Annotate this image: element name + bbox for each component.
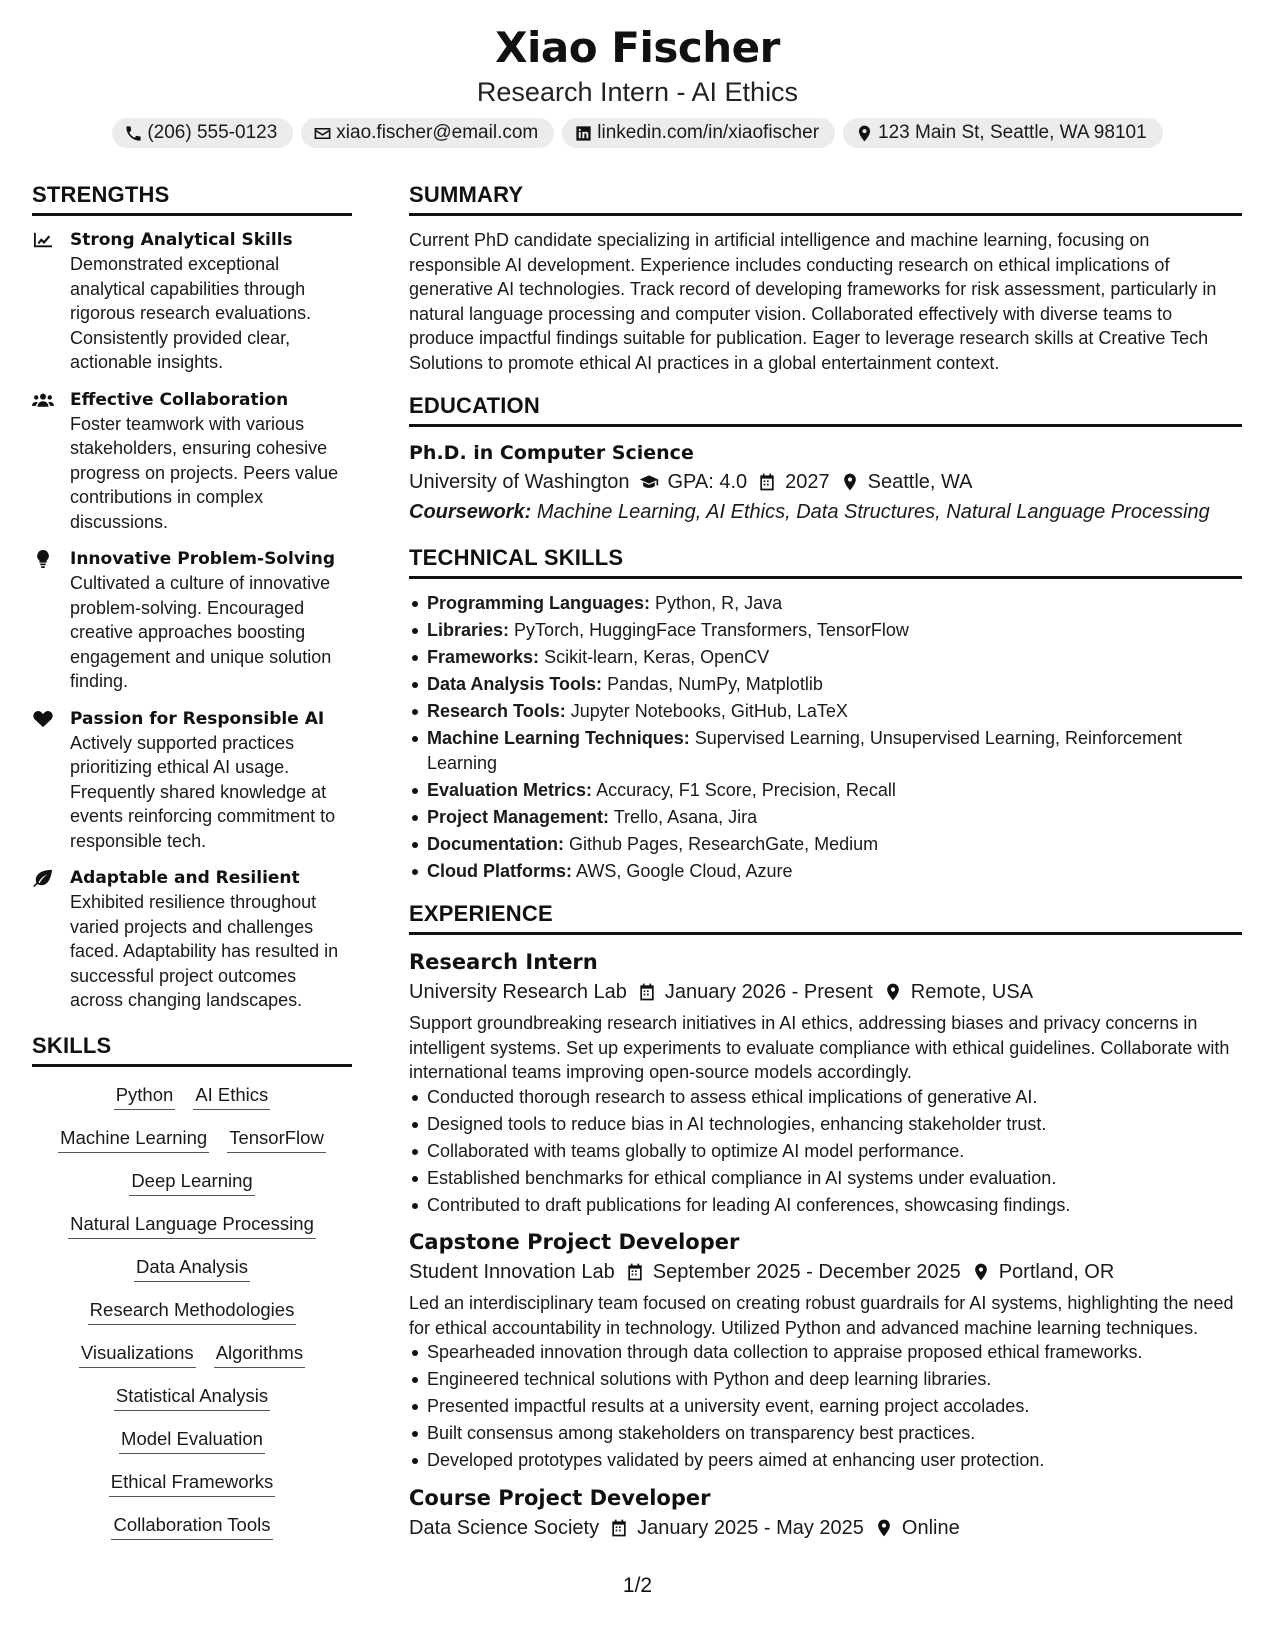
- skill-tag: TensorFlow: [227, 1126, 326, 1153]
- contact-address: [843, 118, 1163, 148]
- strength-description: Exhibited resilience throughout varied projects and challenges faced. Adaptability has resulted in successful project outcomes across changing landscapes.: [70, 892, 339, 1010]
- coursework-list: Machine Learning, AI Ethics, Data Structures, Natural Language Processing: [536, 501, 1210, 523]
- list-item: Presented impactful results at a university event, earning project accolades.: [409, 1394, 1242, 1419]
- list-item: Libraries: PyTorch, HuggingFace Transformers, TensorFlow: [409, 618, 1242, 643]
- skills-list: [32, 1079, 352, 1540]
- education-heading: EDUCATION: [409, 393, 1242, 427]
- job-meta: [409, 1257, 1242, 1287]
- skill-tag: Natural Language Processing: [68, 1212, 316, 1239]
- skill-tag: Algorithms: [214, 1341, 305, 1368]
- job-title: Research Intern: [409, 950, 598, 974]
- job-meta: [409, 1513, 1242, 1543]
- list-item: Engineered technical solutions with Python and deep learning libraries.: [409, 1367, 1242, 1392]
- job-description: Led an interdisciplinary team focused on creating robust guardrails for AI systems, highlighting the need for ethical accountability in technology. Utilized Python and advanced machine learning techniques.: [409, 1293, 1234, 1338]
- contact-phone[interactable]: [112, 118, 293, 148]
- job-entry: [409, 947, 1242, 1217]
- technical-skills-heading: TECHNICAL SKILLS: [409, 545, 1242, 579]
- list-item: Machine Learning Techniques: Supervised Learning, Unsupervised Learning, Reinforcement Learning: [409, 726, 1242, 775]
- job-location: Remote, USA: [910, 981, 1034, 1003]
- job-org: Student Innovation Lab: [409, 1261, 615, 1283]
- skill-tag: Ethical Frameworks: [109, 1470, 275, 1497]
- skill-tag: Collaboration Tools: [111, 1513, 272, 1540]
- list-item: Established benchmarks for ethical compliance in AI systems under evaluation.: [409, 1166, 1242, 1191]
- right-column: [409, 182, 1242, 1553]
- contact-phone-text: (206) 555-0123: [147, 122, 278, 143]
- strength-description: Actively supported practices prioritizing ethical AI usage. Frequently shared knowledge at events reinforcing commitment to responsible tech.: [70, 732, 336, 851]
- left-column: [32, 182, 352, 1556]
- list-item: Spearheaded innovation through data collection to appraise proposed ethical frameworks.: [409, 1340, 1242, 1365]
- skill-tag: AI Ethics: [193, 1083, 270, 1110]
- list-item: Contributed to draft publications for leading AI conferences, showcasing findings.: [409, 1193, 1242, 1218]
- list-item: Designed tools to reduce bias in AI technologies, enhancing stakeholder trust.: [409, 1112, 1242, 1137]
- job-location: Portland, OR: [998, 1261, 1115, 1283]
- list-item: Cloud Platforms: AWS, Google Cloud, Azure: [409, 859, 1242, 884]
- strength-item: [32, 547, 352, 694]
- education-gpa: GPA: 4.0: [667, 471, 748, 493]
- heart-icon: [32, 710, 54, 728]
- job-entry: [409, 1483, 1242, 1543]
- skills-heading: SKILLS: [32, 1033, 352, 1067]
- strength-description: Foster teamwork with various stakeholders, ensuring cohesive progress on projects. Peers value contributions in complex discussions.: [70, 413, 339, 532]
- envelope-icon: [313, 124, 332, 143]
- calendar-icon: [609, 1518, 629, 1538]
- calendar-icon: [757, 472, 777, 492]
- education-coursework: [409, 497, 1242, 527]
- job-title: Course Project Developer: [409, 1485, 711, 1510]
- list-item: Conducted thorough research to assess ethical implications of generative AI.: [409, 1085, 1242, 1110]
- education-degree: Ph.D. in Computer Science: [409, 442, 694, 464]
- education-school: University of Washington: [409, 471, 630, 493]
- job-bullets: [409, 1085, 1242, 1218]
- list-item: Project Management: Trello, Asana, Jira: [409, 805, 1242, 830]
- strength-item: [32, 388, 352, 535]
- skill-tag: Model Evaluation: [119, 1427, 265, 1454]
- skill-tag: Research Methodologies: [88, 1298, 297, 1325]
- technical-skills-list: [409, 591, 1242, 883]
- skill-tag: Deep Learning: [129, 1169, 254, 1196]
- users-icon: [32, 391, 54, 409]
- job-meta: [409, 977, 1242, 1007]
- location-pin-icon: [883, 982, 903, 1002]
- strength-description: Cultivated a culture of innovative problem-solving. Encouraged creative approaches boosting engagement and unique solution finding.: [70, 573, 332, 691]
- leaf-icon: [32, 869, 54, 887]
- strength-title: Adaptable and Resilient: [70, 868, 300, 888]
- job-description: Support groundbreaking research initiatives in AI ethics, addressing biases and privacy concerns in intelligent systems. Set up experiments to evaluate compliance with ethical guidelines. Collaborate with international teams improving open-source models accordingly.: [409, 1013, 1230, 1082]
- calendar-icon: [625, 1262, 645, 1282]
- job-dates: January 2025 - May 2025: [637, 1516, 864, 1539]
- skill-tag: Data Analysis: [134, 1255, 250, 1282]
- list-item: Evaluation Metrics: Accuracy, F1 Score, Precision, Recall: [409, 778, 1242, 803]
- education-location: Seattle, WA: [867, 471, 973, 493]
- list-item: Documentation: Github Pages, ResearchGate, Medium: [409, 832, 1242, 857]
- resume-header: [0, 22, 1275, 148]
- candidate-name: Xiao Fischer: [495, 23, 780, 72]
- list-item: Data Analysis Tools: Pandas, NumPy, Matplotlib: [409, 672, 1242, 697]
- experience-heading: EXPERIENCE: [409, 901, 1242, 935]
- location-pin-icon: [971, 1262, 991, 1282]
- calendar-icon: [637, 982, 657, 1002]
- graduation-cap-icon: [639, 472, 659, 492]
- strength-item: [32, 228, 352, 375]
- contact-bar: [0, 118, 1275, 148]
- strength-item: [32, 707, 352, 854]
- linkedin-icon: [574, 124, 593, 143]
- phone-icon: [124, 124, 143, 143]
- location-pin-icon: [840, 472, 860, 492]
- job-title: Capstone Project Developer: [409, 1230, 740, 1254]
- summary-text: Current PhD candidate specializing in artificial intelligence and machine learning, focusing on responsible AI development. Experience includes conducting research on ethical implications of generative AI technologies. Track record of developing frameworks for risk assessment, particularly in natural language processing and computer vision. Collaborated effectively with diverse teams to produce impactful findings suitable for publication. Eager to leverage research skills at Creative Tech Solutions to promote ethical AI practices in a global entertainment context.: [409, 230, 1217, 373]
- strengths-heading: STRENGTHS: [32, 182, 352, 216]
- job-dates: September 2025 - December 2025: [652, 1261, 961, 1283]
- location-pin-icon: [855, 124, 874, 143]
- education-meta: [409, 467, 1242, 497]
- contact-linkedin-text: linkedin.com/in/xiaofischer: [597, 122, 820, 143]
- contact-email-text: xiao.fischer@email.com: [336, 122, 539, 143]
- strength-title: Strong Analytical Skills: [70, 230, 293, 250]
- contact-linkedin[interactable]: [562, 118, 835, 148]
- strength-title: Passion for Responsible AI: [70, 708, 325, 729]
- skill-tag: Statistical Analysis: [114, 1384, 270, 1411]
- line-chart-icon: [32, 231, 54, 249]
- job-dates: January 2026 - Present: [664, 981, 873, 1003]
- list-item: Collaborated with teams globally to optimize AI model performance.: [409, 1139, 1242, 1164]
- job-bullets: [409, 1340, 1242, 1473]
- job-location: Online: [901, 1516, 960, 1539]
- skill-tag: Python: [114, 1083, 176, 1110]
- strength-description: Demonstrated exceptional analytical capabilities through rigorous research evaluations. Consistently provided clear, actionable insights.: [70, 254, 312, 372]
- candidate-role: Research Intern - AI Ethics: [476, 77, 799, 107]
- page-number: 1/2: [622, 1574, 653, 1597]
- coursework-label: Coursework:: [409, 501, 532, 523]
- job-org: University Research Lab: [409, 981, 627, 1003]
- contact-address-text: 123 Main St, Seattle, WA 98101: [878, 122, 1147, 143]
- list-item: Developed prototypes validated by peers aimed at enhancing user protection.: [409, 1448, 1242, 1473]
- list-item: Programming Languages: Python, R, Java: [409, 591, 1242, 616]
- strength-item: [32, 866, 352, 1013]
- summary-heading: SUMMARY: [409, 182, 1242, 216]
- contact-email[interactable]: [301, 118, 554, 148]
- location-pin-icon: [874, 1518, 894, 1538]
- skill-tag: Visualizations: [79, 1341, 196, 1368]
- list-item: Research Tools: Jupyter Notebooks, GitHub, LaTeX: [409, 699, 1242, 724]
- lightbulb-icon: [32, 550, 54, 568]
- list-item: Frameworks: Scikit-learn, Keras, OpenCV: [409, 645, 1242, 670]
- education-year: 2027: [785, 471, 830, 493]
- job-entry: [409, 1227, 1242, 1473]
- job-org: Data Science Society: [409, 1516, 600, 1539]
- skill-tag: Machine Learning: [58, 1126, 209, 1153]
- strength-title: Effective Collaboration: [70, 389, 289, 410]
- list-item: Built consensus among stakeholders on transparency best practices.: [409, 1421, 1242, 1446]
- strength-title: Innovative Problem-Solving: [70, 549, 335, 569]
